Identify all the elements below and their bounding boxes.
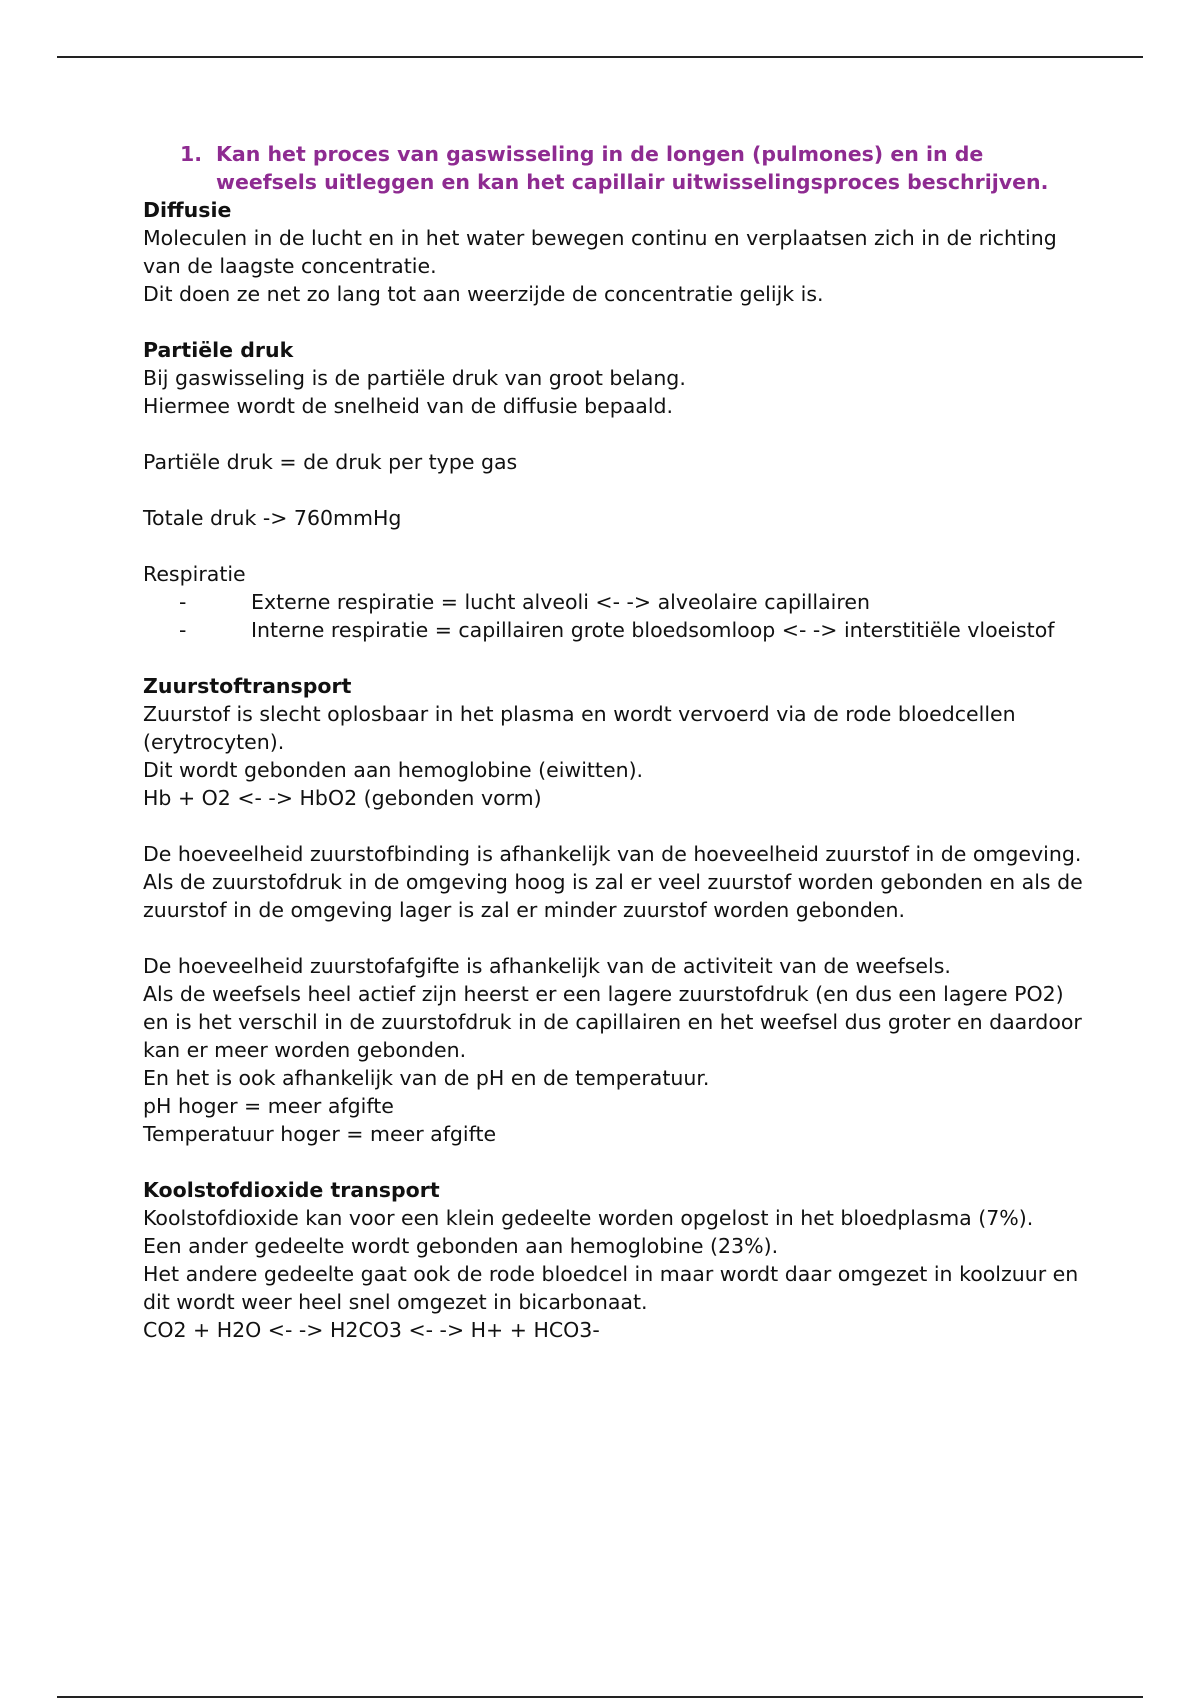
bullet-dash: -: [179, 618, 187, 642]
paragraph-line: En het is ook afhankelijk van de pH en de temperatuur.: [143, 1066, 710, 1090]
paragraph-line: Moleculen in de lucht en in het water bewegen continu en verplaatsen zich in de richting van de laagste concentratie.: [143, 226, 1057, 278]
formula-line: Hb + O2 <- -> HbO2 (gebonden vorm): [143, 786, 542, 810]
list-item-text: Interne respiratie = capillairen grote bloedsomloop <- -> interstitiële vloeistof: [251, 618, 1055, 642]
paragraph-line: Als de weefsels heel actief zijn heerst er een lagere zuurstofdruk (en dus een lagere PO2) en is het verschil in de zuurstofdruk in de capillairen en het weefsel dus groter en daardoor kan er meer worden gebonden.: [143, 982, 1082, 1062]
paragraph-line: Zuurstof is slecht oplosbaar in het plasma en wordt vervoerd via de rode bloedcellen (erytrocyten).: [143, 702, 1016, 754]
heading-text: Kan het proces van gaswisseling in de longen (pulmones) en in de weefsels uitleggen en kan het capillair uitwisselingsproces beschrijven.: [216, 142, 1049, 194]
list-item-text: Externe respiratie = lucht alveoli <- -> alveolaire capillairen: [251, 590, 870, 614]
paragraph-line: De hoeveelheid zuurstofafgifte is afhankelijk van de activiteit van de weefsels.: [143, 954, 951, 978]
bullet-dash: -: [179, 590, 187, 614]
section-title-partiele-druk: Partiële druk: [143, 338, 294, 362]
definition-line: Partiële druk = de druk per type gas: [143, 450, 518, 474]
paragraph-line: Koolstofdioxide kan voor een klein gedeelte worden opgelost in het bloedplasma (7%).: [143, 1206, 1034, 1230]
paragraph-line: Een ander gedeelte wordt gebonden aan hemoglobine (23%).: [143, 1234, 779, 1258]
paragraph-line: Als de zuurstofdruk in de omgeving hoog is zal er veel zuurstof worden gebonden en als de zuurstof in de omgeving lager is zal er minder zuurstof worden gebonden.: [143, 870, 1083, 922]
paragraph-line: Temperatuur hoger = meer afgifte: [143, 1122, 497, 1146]
total-pressure-line: Totale druk -> 760mmHg: [143, 506, 402, 530]
respiratie-label: Respiratie: [143, 562, 246, 586]
section-title-koolstofdioxide: Koolstofdioxide transport: [143, 1178, 440, 1202]
header-rule: [57, 56, 1143, 58]
paragraph-line: pH hoger = meer afgifte: [143, 1094, 394, 1118]
paragraph-line: De hoeveelheid zuurstofbinding is afhankelijk van de hoeveelheid zuurstof in de omgeving.: [143, 842, 1082, 866]
section-title-diffusie: Diffusie: [143, 198, 232, 222]
paragraph-line: Hiermee wordt de snelheid van de diffusie bepaald.: [143, 394, 674, 418]
list-item: [143, 588, 1083, 616]
paragraph-line: Het andere gedeelte gaat ook de rode bloedcel in maar wordt daar omgezet in koolzuur en dit wordt weer heel snel omgezet in bicarbonaat.: [143, 1262, 1079, 1314]
formula-line: CO2 + H2O <- -> H2CO3 <- -> H+ + HCO3-: [143, 1318, 600, 1342]
paragraph-line: Bij gaswisseling is de partiële druk van groot belang.: [143, 366, 686, 390]
heading-number: 1.: [180, 142, 203, 166]
paragraph-line: Dit wordt gebonden aan hemoglobine (eiwitten).: [143, 758, 644, 782]
list-item: [143, 616, 1083, 644]
question-heading: [180, 140, 1060, 196]
footer-rule: [57, 1696, 1143, 1698]
document-body: [143, 140, 1083, 1344]
paragraph-line: Dit doen ze net zo lang tot aan weerzijde de concentratie gelijk is.: [143, 282, 824, 306]
section-title-zuurstoftransport: Zuurstoftransport: [143, 674, 352, 698]
